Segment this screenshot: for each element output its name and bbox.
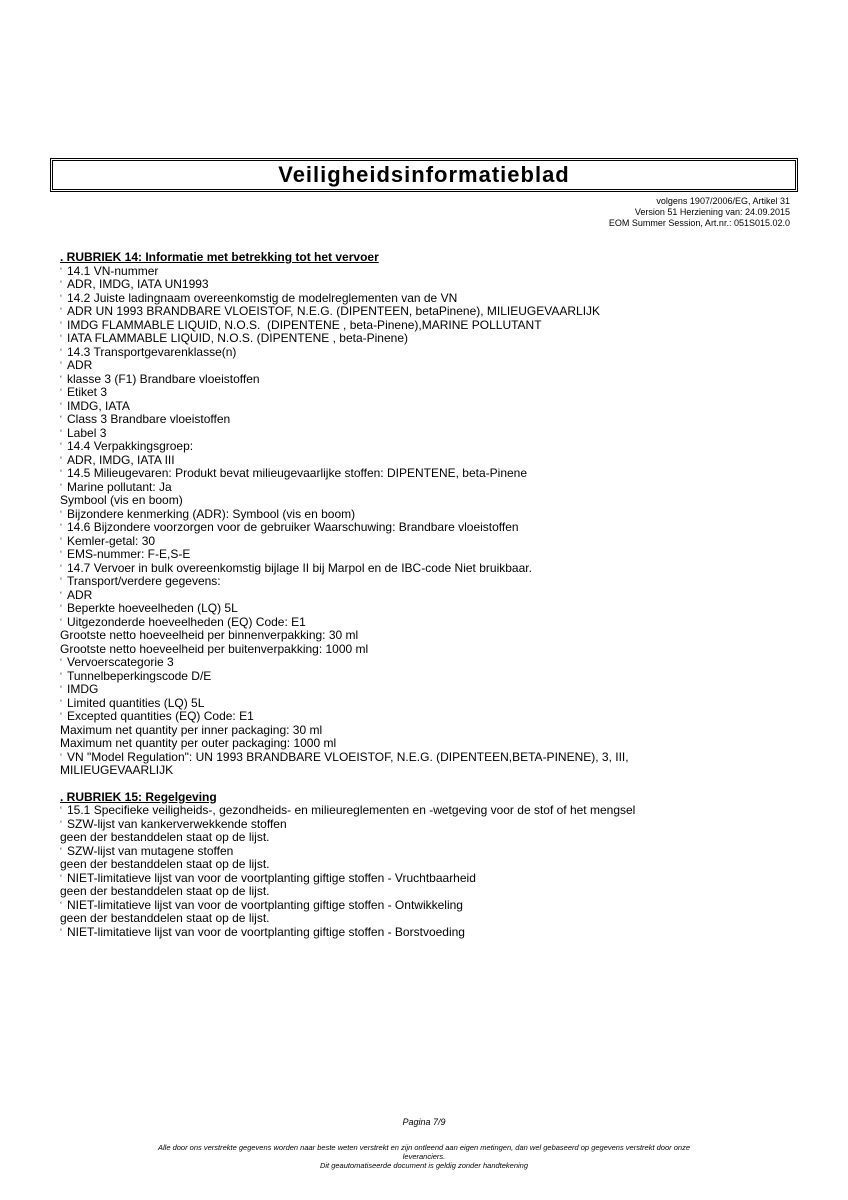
change-marker: ‘: [60, 576, 62, 586]
document-line: [60, 386, 800, 400]
line-text: geen der bestanddelen staat op de lijst.: [60, 911, 270, 925]
document-line: [60, 427, 800, 441]
line-text: ADR, IMDG, IATA III: [67, 452, 175, 467]
document-line: [60, 494, 800, 508]
document-line: [60, 454, 800, 468]
document-line: [60, 400, 800, 414]
change-marker: ‘: [60, 508, 62, 519]
change-marker: ‘: [60, 468, 62, 478]
line-text: IATA FLAMMABLE LIQUID, N.O.S. (DIPENTENE , beta-Pinene): [67, 331, 408, 345]
section-heading: . RUBRIEK 14: Informatie met betrekking tot het vervoer: [60, 250, 379, 264]
document-line: [60, 710, 800, 724]
change-marker: ‘: [60, 414, 62, 424]
line-text: 14.3 Transportgevarenklasse(n): [67, 344, 237, 359]
change-marker: ‘: [60, 711, 62, 721]
change-marker: ‘: [60, 670, 62, 681]
line-text: klasse 3 (F1) Brandbare vloeistoffen: [67, 371, 260, 386]
document-line: [60, 858, 800, 872]
version-info: Version 51 Herziening van: 24.09.2015: [634, 207, 790, 217]
line-text: Symbool (vis en boom): [60, 493, 183, 507]
line-text: geen der bestanddelen staat op de lijst.: [60, 857, 270, 871]
change-marker: ‘: [60, 562, 62, 573]
line-text: NIET-limitatieve lijst van voor de voortplanting giftige stoffen - Ontwikkeling: [67, 897, 463, 912]
document-line: [60, 373, 800, 387]
change-marker: ‘: [60, 387, 62, 397]
change-marker: ‘: [60, 279, 62, 289]
document-line: [60, 481, 800, 495]
change-marker: ‘: [60, 684, 62, 694]
document-line: [60, 724, 800, 738]
line-text: Class 3 Brandbare vloeistoffen: [67, 412, 231, 426]
section-heading: . RUBRIEK 15: Regelgeving: [60, 789, 217, 804]
product-article: EOM Summer Session, Art.nr.: 051S015.02.0: [608, 218, 790, 228]
line-text: geen der bestanddelen staat op de lijst.: [60, 884, 270, 898]
document-line: [60, 278, 800, 292]
change-marker: ‘: [60, 346, 62, 357]
line-text: NIET-limitatieve lijst van voor de voortplanting giftige stoffen - Vruchtbaarheid: [67, 870, 476, 885]
change-marker: ‘: [60, 454, 62, 465]
document-line: [60, 629, 800, 643]
footer-disclaimer-line: Dit geautomatiseerde document is geldig zonder handtekening: [319, 1161, 529, 1170]
change-marker: ‘: [60, 589, 62, 600]
document-body: [60, 251, 800, 939]
line-text: MILIEUGEVAARLIJK: [60, 763, 174, 777]
document-line: [60, 548, 800, 562]
line-text: Etiket 3: [67, 385, 108, 399]
line-text: 14.7 Vervoer in bulk overeenkomstig bijlage II bij Marpol en de IBC-code Niet bruikbaar.: [67, 560, 532, 575]
change-marker: ‘: [60, 427, 62, 438]
line-text: Uitgezonderde hoeveelheden (EQ) Code: E1: [67, 614, 306, 629]
document-line: [60, 467, 800, 481]
document-title: Veiligheidsinformatieblad: [278, 162, 570, 187]
change-marker: ‘: [60, 306, 62, 316]
line-text: IMDG, IATA: [67, 398, 130, 413]
change-marker: ‘: [60, 481, 62, 492]
document-line: [60, 332, 800, 346]
document-line: [60, 697, 800, 711]
line-text: IMDG FLAMMABLE LIQUID, N.O.S. (DIPENTENE , beta-Pinene),MARINE POLLUTANT: [67, 317, 542, 332]
line-text: SZW-lijst van mutagene stoffen: [67, 843, 234, 858]
line-text: Grootste netto hoeveelheid per binnenverpakking: 30 ml: [60, 628, 359, 642]
change-marker: ‘: [60, 319, 62, 330]
change-marker: ‘: [60, 373, 62, 384]
document-line: [60, 926, 800, 940]
page-number: Pagina 7/9: [402, 1117, 446, 1127]
change-marker: ‘: [60, 657, 62, 667]
document-line: [60, 589, 800, 603]
document-line: [60, 508, 800, 522]
change-marker: ‘: [60, 292, 62, 303]
section-spacer: [60, 778, 800, 791]
document-line: [60, 683, 800, 697]
line-text: EMS-nummer: F-E,S-E: [67, 547, 191, 561]
document-line: [60, 804, 800, 818]
line-text: SZW-lijst van kankerverwekkende stoffen: [67, 816, 287, 831]
change-marker: ‘: [60, 616, 62, 627]
change-marker: ‘: [60, 549, 62, 559]
line-text: 15.1 Specifieke veiligheids-, gezondheids- en milieureglementen en -wetgeving voor de stof of het mengsel: [67, 803, 636, 817]
regulation-reference: volgens 1907/2006/EG, Artikel 31: [656, 196, 790, 206]
line-text: 14.2 Juiste ladingnaam overeenkomstig de modelreglementen van de VN: [67, 290, 458, 305]
line-text: 14.5 Milieugevaren: Produkt bevat milieugevaarlijke stoffen: DIPENTENE, beta-Pinene: [67, 466, 528, 480]
change-marker: ‘: [60, 333, 62, 343]
line-text: ADR: [67, 587, 93, 602]
document-line: [60, 656, 800, 670]
document-line: [60, 535, 800, 549]
document-line: [60, 899, 800, 913]
document-line: [60, 885, 800, 899]
document-line: [60, 737, 800, 751]
document-line: [60, 670, 800, 684]
document-line: [60, 359, 800, 373]
document-meta: [609, 196, 790, 229]
footer-disclaimer: [60, 1143, 788, 1170]
line-text: Limited quantities (LQ) 5L: [67, 695, 205, 710]
change-marker: ‘: [60, 535, 62, 546]
change-marker: ‘: [60, 926, 62, 937]
change-marker: ‘: [60, 603, 62, 613]
document-line: [60, 292, 800, 306]
change-marker: ‘: [60, 400, 62, 411]
change-marker: ‘: [60, 751, 62, 762]
change-marker: ‘: [60, 805, 62, 815]
document-line: [60, 643, 800, 657]
footer-disclaimer-line: Alle door ons verstrekte gegevens worden naar beste weten verstrekt en zijn ontleend aan eigen metingen, dan wel gebaseerd op gegevens verstrekt door onze: [158, 1143, 690, 1152]
document-line: [60, 818, 800, 832]
document-line: [60, 305, 800, 319]
document-line: [60, 440, 800, 454]
change-marker: ‘: [60, 360, 62, 370]
document-line: [60, 346, 800, 360]
line-text: 14.4 Verpakkingsgroep:: [67, 439, 194, 453]
change-marker: ‘: [60, 441, 62, 451]
document-line: [60, 575, 800, 589]
line-text: VN "Model Regulation": UN 1993 BRANDBARE VLOEISTOF, N.E.G. (DIPENTEEN,BETA-PINENE), 3, III,: [67, 749, 629, 764]
line-text: Bijzondere kenmerking (ADR): Symbool (vis en boom): [67, 506, 356, 521]
footer-disclaimer-line: leveranciers.: [402, 1152, 446, 1161]
line-text: Beperkte hoeveelheden (LQ) 5L: [67, 601, 238, 615]
document-line: [60, 912, 800, 926]
document-line: [60, 602, 800, 616]
document-line: [60, 413, 800, 427]
line-text: Excepted quantities (EQ) Code: E1: [67, 709, 254, 723]
line-text: ADR UN 1993 BRANDBARE VLOEISTOF, N.E.G. (DIPENTEEN, betaPinene), MILIEUGEVAARLIJK: [67, 304, 601, 318]
document-line: [60, 616, 800, 630]
change-marker: ‘: [60, 265, 62, 276]
line-text: Label 3: [67, 425, 107, 440]
document-line: [60, 831, 800, 845]
document-line: [60, 751, 800, 765]
line-text: Maximum net quantity per outer packaging: 1000 ml: [60, 736, 337, 750]
change-marker: ‘: [60, 872, 62, 883]
line-text: Marine pollutant: Ja: [67, 479, 172, 494]
document-line: [60, 562, 800, 576]
line-text: Maximum net quantity per inner packaging: 30 ml: [60, 722, 323, 737]
document-line: [60, 265, 800, 279]
line-text: Tunnelbeperkingscode D/E: [67, 668, 212, 683]
document-line: [60, 845, 800, 859]
change-marker: ‘: [60, 697, 62, 708]
change-marker: ‘: [60, 899, 62, 910]
line-text: Grootste netto hoeveelheid per buitenverpakking: 1000 ml: [60, 641, 369, 656]
change-marker: ‘: [60, 818, 62, 829]
line-text: 14.1 VN-nummer: [67, 263, 159, 278]
line-text: ADR: [67, 358, 93, 372]
line-text: NIET-limitatieve lijst van voor de voortplanting giftige stoffen - Borstvoeding: [67, 924, 465, 939]
line-text: Transport/verdere gegevens:: [67, 574, 221, 588]
document-title-box: [52, 160, 796, 190]
document-line: [60, 764, 800, 778]
document-line: [60, 319, 800, 333]
change-marker: ‘: [60, 845, 62, 856]
document-line: [60, 872, 800, 886]
line-text: 14.6 Bijzondere voorzorgen voor de gebruiker Waarschuwing: Brandbare vloeistoffen: [67, 520, 519, 534]
change-marker: ‘: [60, 522, 62, 532]
line-text: ADR, IMDG, IATA UN1993: [67, 277, 209, 291]
line-text: Kemler-getal: 30: [67, 533, 156, 548]
line-text: geen der bestanddelen staat op de lijst.: [60, 830, 270, 844]
document-line: [60, 521, 800, 535]
line-text: IMDG: [67, 682, 99, 696]
line-text: Vervoerscategorie 3: [67, 655, 174, 669]
